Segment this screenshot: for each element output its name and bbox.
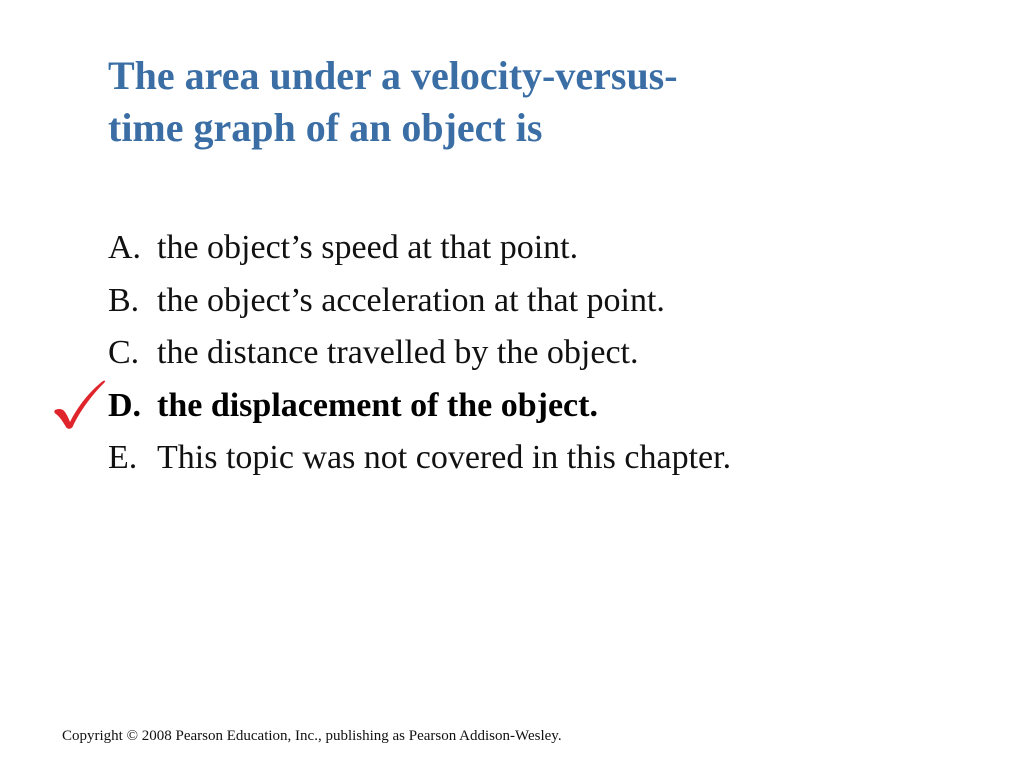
choice-letter: C. <box>108 334 140 371</box>
answer-choices <box>108 222 731 485</box>
choice-text: the object’s speed at that point. <box>157 229 579 266</box>
slide-title <box>108 50 908 154</box>
choice-letter: E. <box>108 439 138 476</box>
title-line-2: time graph of an object is <box>108 105 543 150</box>
choice-text: the object’s acceleration at that point. <box>157 281 665 319</box>
choice-text: the distance travelled by the object. <box>157 334 639 371</box>
choice-d-correct <box>108 380 731 433</box>
title-line-1: The area under a velocity-versus- <box>108 53 678 98</box>
choice-e <box>108 432 731 485</box>
checkmark-icon <box>52 378 106 430</box>
choice-a <box>108 222 731 275</box>
choice-letter: D. <box>108 386 142 424</box>
copyright-footer: Copyright © 2008 Pearson Education, Inc., publishing as Pearson Addison-Wesley. <box>62 728 562 744</box>
choice-text: the displacement of the object. <box>157 386 598 424</box>
choice-letter: A. <box>108 229 142 266</box>
choice-text: This topic was not covered in this chapter. <box>157 439 732 476</box>
choice-b <box>108 275 731 328</box>
choice-letter: B. <box>108 281 140 319</box>
choice-c <box>108 327 731 380</box>
